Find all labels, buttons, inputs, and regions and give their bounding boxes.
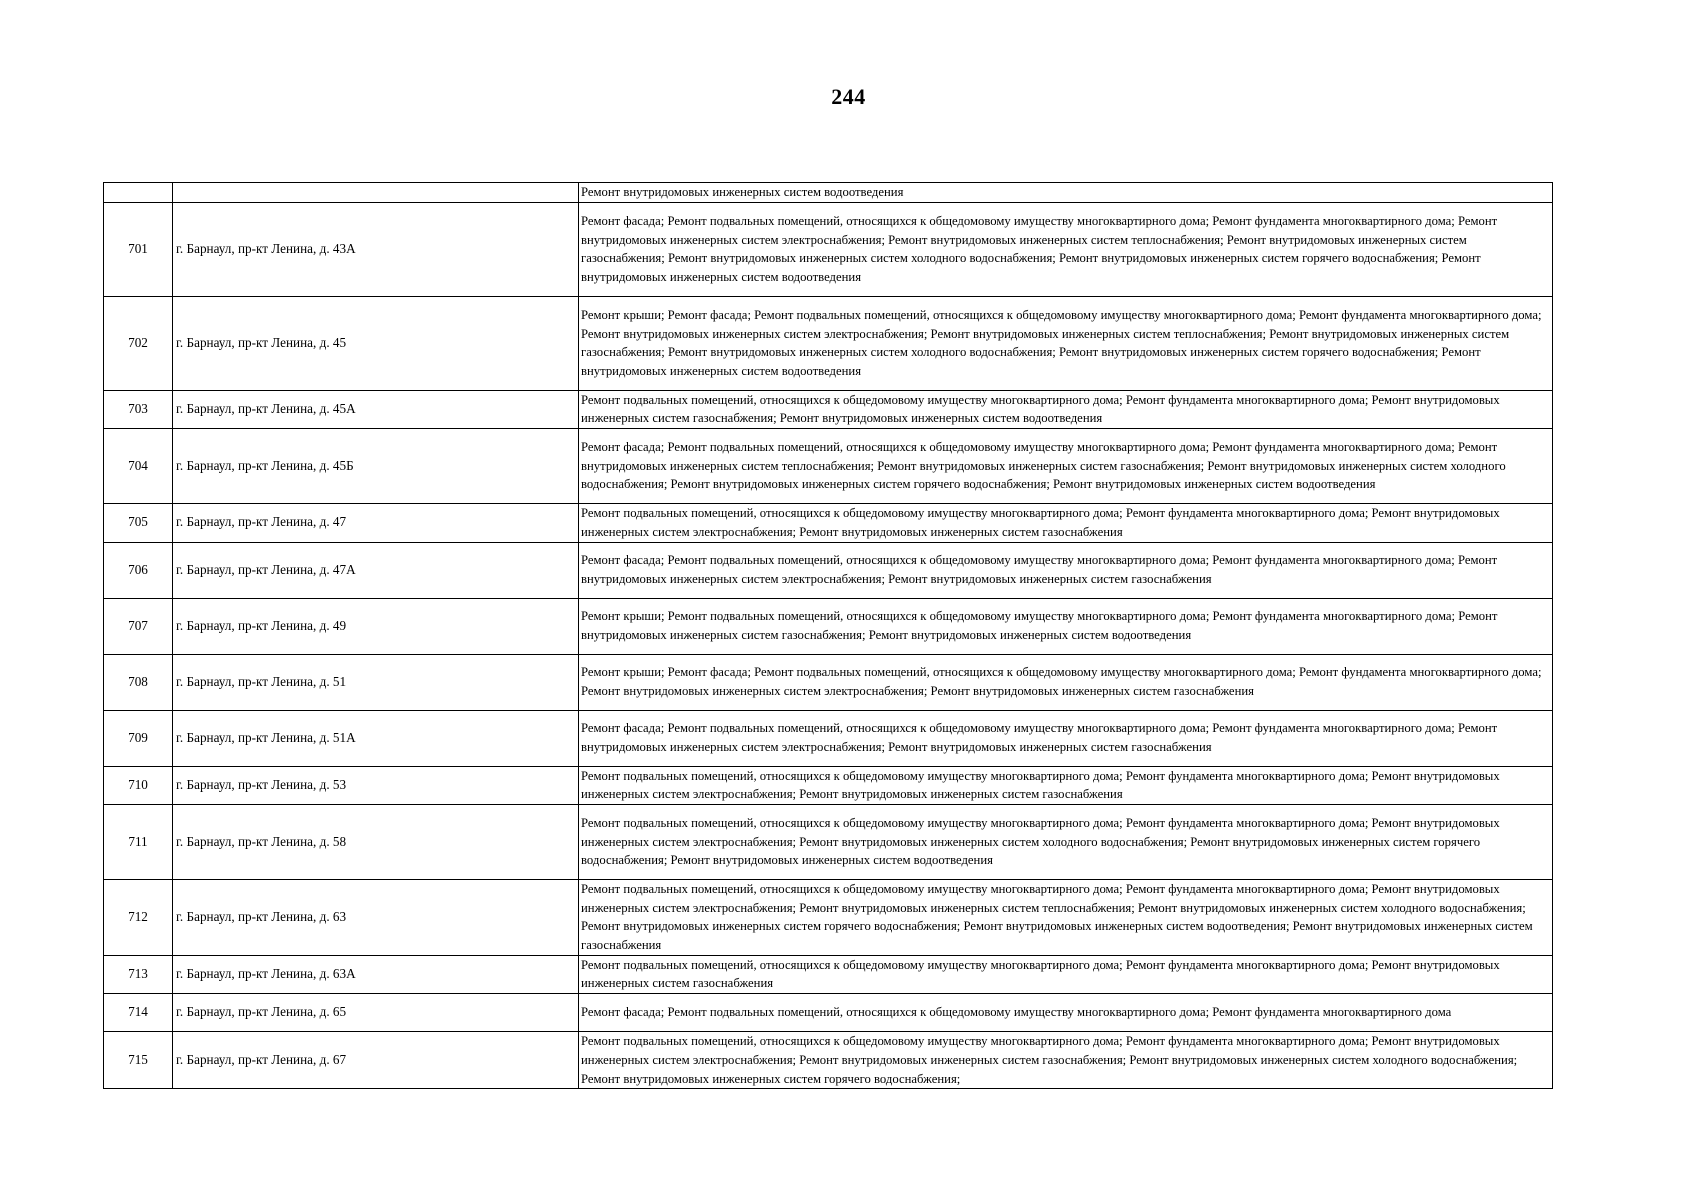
table-row bbox=[104, 879, 1553, 955]
table-body bbox=[104, 183, 1553, 1089]
address-cell: г. Барнаул, пр-кт Ленина, д. 45Б bbox=[173, 429, 579, 504]
table-row bbox=[104, 955, 1553, 993]
works-cell: Ремонт подвальных помещений, относящихся к общедомовому имуществу многоквартирного дома; Ремонт фундамента многоквартирного дома; Ремонт внутридомовых инженерных систем газоснабжения bbox=[579, 955, 1553, 993]
works-cell: Ремонт подвальных помещений, относящихся к общедомовому имуществу многоквартирного дома; Ремонт фундамента многоквартирного дома; Ремонт внутридомовых инженерных систем электроснабжения; Ремонт внутридомовых инженерных систем теплоснабжения; Ремонт внутридомовых инженерных систем холодного водоснабжения; Ремонт внутридомовых инженерных систем горячего водоснабжения; Ремонт внутридомовых инженерных систем водоотведения; Ремонт внутридомовых инженерных систем газоснабжения bbox=[579, 879, 1553, 955]
row-number-cell: 705 bbox=[104, 504, 173, 542]
address-cell: г. Барнаул, пр-кт Ленина, д. 43А bbox=[173, 202, 579, 296]
row-number-cell: 713 bbox=[104, 955, 173, 993]
address-cell: г. Барнаул, пр-кт Ленина, д. 63А bbox=[173, 955, 579, 993]
address-cell: г. Барнаул, пр-кт Ленина, д. 51А bbox=[173, 710, 579, 766]
row-number-cell: 715 bbox=[104, 1032, 173, 1089]
page-number: 244 bbox=[831, 84, 866, 109]
table-row bbox=[104, 183, 1553, 203]
works-cell: Ремонт крыши; Ремонт фасада; Ремонт подвальных помещений, относящихся к общедомовому имуществу многоквартирного дома; Ремонт фундамента многоквартирного дома; Ремонт внутридомовых инженерных систем электроснабжения; Ремонт внутридомовых инженерных систем газоснабжения bbox=[579, 654, 1553, 710]
table-row bbox=[104, 429, 1553, 504]
row-number-cell: 703 bbox=[104, 390, 173, 428]
table-row bbox=[104, 542, 1553, 598]
table-row bbox=[104, 390, 1553, 428]
table-row bbox=[104, 766, 1553, 804]
table-row bbox=[104, 504, 1553, 542]
works-cell: Ремонт подвальных помещений, относящихся к общедомовому имуществу многоквартирного дома; Ремонт фундамента многоквартирного дома; Ремонт внутридомовых инженерных систем электроснабжения; Ремонт внутридомовых инженерных систем холодного водоснабжения; Ремонт внутридомовых инженерных систем горячего водоснабжения; Ремонт внутридомовых инженерных систем водоотведения bbox=[579, 804, 1553, 879]
works-cell: Ремонт крыши; Ремонт подвальных помещений, относящихся к общедомовому имуществу многоквартирного дома; Ремонт фундамента многоквартирного дома; Ремонт внутридомовых инженерных систем газоснабжения; Ремонт внутридомовых инженерных систем водоотведения bbox=[579, 598, 1553, 654]
row-number-cell: 708 bbox=[104, 654, 173, 710]
works-cell: Ремонт фасада; Ремонт подвальных помещений, относящихся к общедомовому имуществу многоквартирного дома; Ремонт фундамента многоквартирного дома; Ремонт внутридомовых инженерных систем теплоснабжения; Ремонт внутридомовых инженерных систем газоснабжения; Ремонт внутридомовых инженерных систем холодного водоснабжения; Ремонт внутридомовых инженерных систем горячего водоснабжения; Ремонт внутридомовых инженерных систем водоотведения bbox=[579, 429, 1553, 504]
table-row bbox=[104, 1032, 1553, 1089]
table-row bbox=[104, 202, 1553, 296]
row-number-cell: 702 bbox=[104, 296, 173, 390]
table-row bbox=[104, 598, 1553, 654]
works-cell: Ремонт подвальных помещений, относящихся к общедомовому имуществу многоквартирного дома; Ремонт фундамента многоквартирного дома; Ремонт внутридомовых инженерных систем электроснабжения; Ремонт внутридомовых инженерных систем газоснабжения bbox=[579, 766, 1553, 804]
table-row bbox=[104, 804, 1553, 879]
works-cell: Ремонт крыши; Ремонт фасада; Ремонт подвальных помещений, относящихся к общедомовому имуществу многоквартирного дома; Ремонт фундамента многоквартирного дома; Ремонт внутридомовых инженерных систем электроснабжения; Ремонт внутридомовых инженерных систем теплоснабжения; Ремонт внутридомовых инженерных систем газоснабжения; Ремонт внутридомовых инженерных систем холодного водоснабжения; Ремонт внутридомовых инженерных систем горячего водоснабжения; Ремонт внутридомовых инженерных систем водоотведения bbox=[579, 296, 1553, 390]
works-cell: Ремонт подвальных помещений, относящихся к общедомовому имуществу многоквартирного дома; Ремонт фундамента многоквартирного дома; Ремонт внутридомовых инженерных систем электроснабжения; Ремонт внутридомовых инженерных систем газоснабжения; Ремонт внутридомовых инженерных систем холодного водоснабжения; Ремонт внутридомовых инженерных систем горячего водоснабжения; bbox=[579, 1032, 1553, 1089]
address-cell: г. Барнаул, пр-кт Ленина, д. 47А bbox=[173, 542, 579, 598]
row-number-cell: 704 bbox=[104, 429, 173, 504]
address-cell: г. Барнаул, пр-кт Ленина, д. 53 bbox=[173, 766, 579, 804]
address-cell: г. Барнаул, пр-кт Ленина, д. 58 bbox=[173, 804, 579, 879]
address-cell: г. Барнаул, пр-кт Ленина, д. 45 bbox=[173, 296, 579, 390]
address-cell: г. Барнаул, пр-кт Ленина, д. 45А bbox=[173, 390, 579, 428]
table-row bbox=[104, 994, 1553, 1032]
address-cell: г. Барнаул, пр-кт Ленина, д. 63 bbox=[173, 879, 579, 955]
address-cell bbox=[173, 183, 579, 203]
row-number-cell: 711 bbox=[104, 804, 173, 879]
works-cell: Ремонт фасада; Ремонт подвальных помещений, относящихся к общедомовому имуществу многоквартирного дома; Ремонт фундамента многоквартирного дома; Ремонт внутридомовых инженерных систем электроснабжения; Ремонт внутридомовых инженерных систем газоснабжения bbox=[579, 710, 1553, 766]
row-number-cell: 712 bbox=[104, 879, 173, 955]
works-cell: Ремонт подвальных помещений, относящихся к общедомовому имуществу многоквартирного дома; Ремонт фундамента многоквартирного дома; Ремонт внутридомовых инженерных систем газоснабжения; Ремонт внутридомовых инженерных систем водоотведения bbox=[579, 390, 1553, 428]
address-cell: г. Барнаул, пр-кт Ленина, д. 67 bbox=[173, 1032, 579, 1089]
works-cell: Ремонт фасада; Ремонт подвальных помещений, относящихся к общедомовому имуществу многоквартирного дома; Ремонт фундамента многоквартирного дома; Ремонт внутридомовых инженерных систем электроснабжения; Ремонт внутридомовых инженерных систем газоснабжения bbox=[579, 542, 1553, 598]
address-cell: г. Барнаул, пр-кт Ленина, д. 49 bbox=[173, 598, 579, 654]
address-cell: г. Барнаул, пр-кт Ленина, д. 65 bbox=[173, 994, 579, 1032]
address-cell: г. Барнаул, пр-кт Ленина, д. 47 bbox=[173, 504, 579, 542]
row-number-cell: 709 bbox=[104, 710, 173, 766]
row-number-cell: 710 bbox=[104, 766, 173, 804]
table-row bbox=[104, 710, 1553, 766]
row-number-cell: 701 bbox=[104, 202, 173, 296]
row-number-cell: 706 bbox=[104, 542, 173, 598]
repair-works-table bbox=[103, 182, 1553, 1089]
row-number-cell: 707 bbox=[104, 598, 173, 654]
address-cell: г. Барнаул, пр-кт Ленина, д. 51 bbox=[173, 654, 579, 710]
row-number-cell: 714 bbox=[104, 994, 173, 1032]
works-cell: Ремонт фасада; Ремонт подвальных помещений, относящихся к общедомовому имуществу многоквартирного дома; Ремонт фундамента многоквартирного дома bbox=[579, 994, 1553, 1032]
row-number-cell bbox=[104, 183, 173, 203]
table-row bbox=[104, 296, 1553, 390]
works-cell: Ремонт фасада; Ремонт подвальных помещений, относящихся к общедомовому имуществу многоквартирного дома; Ремонт фундамента многоквартирного дома; Ремонт внутридомовых инженерных систем электроснабжения; Ремонт внутридомовых инженерных систем теплоснабжения; Ремонт внутридомовых инженерных систем газоснабжения; Ремонт внутридомовых инженерных систем холодного водоснабжения; Ремонт внутридомовых инженерных систем горячего водоснабжения; Ремонт внутридомовых инженерных систем водоотведения bbox=[579, 202, 1553, 296]
table-row bbox=[104, 654, 1553, 710]
works-cell: Ремонт подвальных помещений, относящихся к общедомовому имуществу многоквартирного дома; Ремонт фундамента многоквартирного дома; Ремонт внутридомовых инженерных систем электроснабжения; Ремонт внутридомовых инженерных систем газоснабжения bbox=[579, 504, 1553, 542]
works-cell: Ремонт внутридомовых инженерных систем водоотведения bbox=[579, 183, 1553, 203]
